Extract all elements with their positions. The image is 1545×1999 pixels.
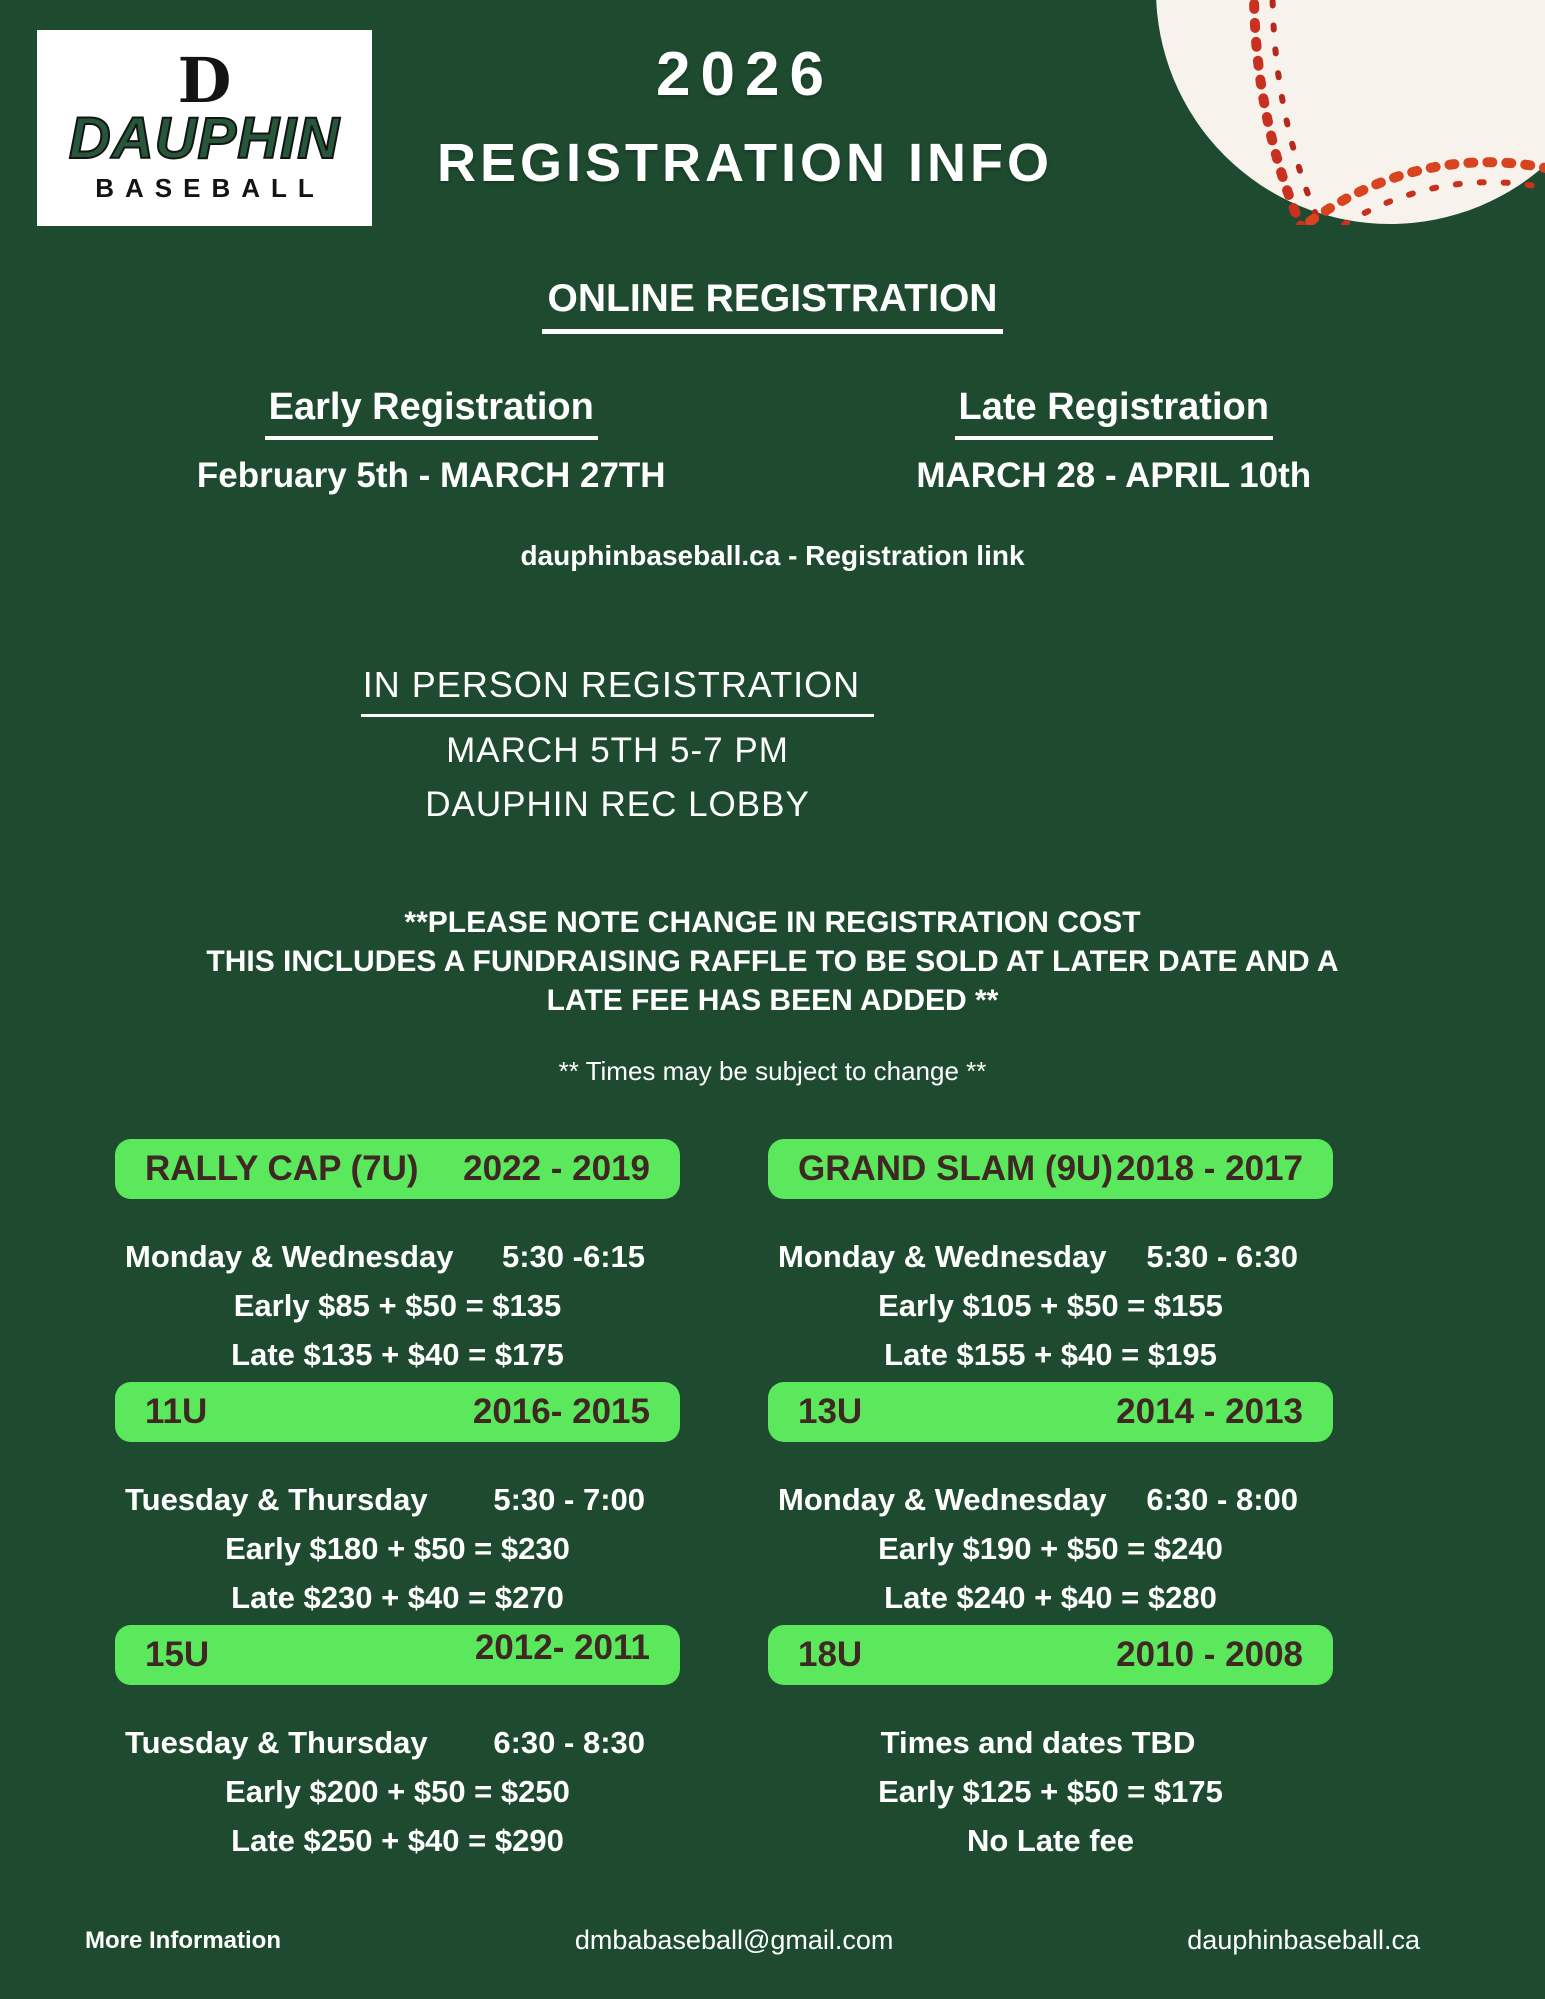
division-early-fee: Early $125 + $50 = $175 (878, 1774, 1223, 1809)
late-registration-heading: Late Registration (773, 386, 1456, 440)
division-card-11u (115, 1382, 680, 1625)
division-schedule-row (115, 1482, 680, 1518)
notice-line-1: **PLEASE NOTE CHANGE IN REGISTRATION COST (404, 906, 1141, 939)
division-early-fee: Early $85 + $50 = $135 (233, 1288, 562, 1323)
division-header (115, 1625, 680, 1685)
contact-email: dmbabaseball@gmail.com (574, 1925, 894, 1955)
division-late-fee: Late $155 + $40 = $195 (884, 1337, 1217, 1372)
division-years: 2010 - 2008 (1116, 1635, 1303, 1674)
division-time: 5:30 -6:15 (501, 1239, 645, 1274)
early-registration-column (90, 386, 773, 496)
division-card-rally-cap (115, 1139, 680, 1382)
division-schedule-row (768, 1482, 1333, 1518)
logo-d-monogram: D (177, 44, 232, 117)
online-registration-heading-text: ONLINE REGISTRATION (542, 277, 1004, 334)
early-registration-heading: Early Registration (90, 386, 773, 440)
times-subject-to-change-note: ** Times may be subject to change ** (558, 1056, 987, 1086)
registration-link-line: dauphinbaseball.ca - Registration link (520, 540, 1025, 571)
division-header (115, 1139, 680, 1199)
division-late-fee: Late $240 + $40 = $280 (884, 1580, 1217, 1615)
in-person-location: DAUPHIN REC LOBBY (425, 785, 810, 824)
divisions-grid (0, 1139, 1545, 1868)
division-header (768, 1625, 1333, 1685)
division-card-13u (768, 1382, 1333, 1625)
division-schedule: Tuesday & Thursday (125, 1725, 428, 1760)
division-early-fee: Early $190 + $50 = $240 (878, 1531, 1223, 1566)
website-link: dauphinbaseball.ca (1187, 1925, 1420, 1955)
logo-sub: BASEBALL (95, 173, 325, 203)
division-years: 2016- 2015 (472, 1392, 650, 1431)
division-schedule: Monday & Wednesday (778, 1482, 1107, 1517)
division-late-fee: Late $135 + $40 = $175 (231, 1337, 564, 1372)
notice-line-3: LATE FEE HAS BEEN ADDED ** (546, 984, 999, 1017)
more-information-label: More Information (85, 1926, 281, 1954)
division-time: 6:30 - 8:30 (493, 1725, 645, 1760)
division-card-grand-slam (768, 1139, 1333, 1382)
division-header (768, 1139, 1333, 1199)
division-name: 11U (145, 1392, 208, 1431)
late-registration-column (773, 386, 1456, 496)
division-schedule: Monday & Wednesday (125, 1239, 454, 1274)
division-schedule-row (768, 1239, 1333, 1275)
division-schedule: Monday & Wednesday (778, 1239, 1107, 1274)
title-year: 2026 (656, 40, 834, 109)
cost-change-notice (0, 903, 1545, 1020)
division-years: 2014 - 2013 (1116, 1392, 1303, 1431)
division-years: 2012- 2011 (474, 1628, 650, 1667)
division-late-fee: No Late fee (966, 1823, 1135, 1858)
division-schedule-row (115, 1239, 680, 1275)
division-name: RALLY CAP (7U) (145, 1149, 419, 1188)
in-person-heading: IN PERSON REGISTRATION (358, 664, 878, 717)
division-time: 5:30 - 7:00 (493, 1482, 645, 1517)
online-registration-heading (0, 277, 1545, 334)
division-years: 2022 - 2019 (463, 1149, 650, 1188)
page-title: REGISTRATION INFO (437, 133, 1053, 193)
division-name: 13U (798, 1392, 863, 1431)
division-card-18u (768, 1625, 1333, 1868)
division-schedule-row (115, 1725, 680, 1761)
division-late-fee: Late $250 + $40 = $290 (231, 1823, 564, 1858)
division-time: 6:30 - 8:00 (1146, 1482, 1298, 1517)
division-schedule-row (768, 1725, 1333, 1761)
division-name: 18U (798, 1635, 863, 1674)
late-registration-dates: MARCH 28 - APRIL 10th (916, 456, 1312, 495)
notice-line-2: THIS INCLUDES A FUNDRAISING RAFFLE TO BE SOLD AT LATER DATE AND A (206, 945, 1339, 978)
logo-name: DAUPHIN (68, 106, 341, 171)
division-schedule: Times and dates TBD (880, 1725, 1196, 1760)
division-name: 15U (145, 1635, 210, 1674)
division-early-fee: Early $180 + $50 = $230 (225, 1531, 570, 1566)
registration-columns (0, 386, 1545, 496)
title-block (380, 40, 1110, 194)
header (0, 0, 1545, 235)
division-schedule: Tuesday & Thursday (125, 1482, 428, 1517)
dauphin-baseball-logo (37, 30, 372, 226)
division-header (768, 1382, 1333, 1442)
division-early-fee: Early $105 + $50 = $155 (878, 1288, 1223, 1323)
division-years: 2018 - 2017 (1116, 1149, 1303, 1188)
division-time: 5:30 - 6:30 (1146, 1239, 1298, 1274)
early-registration-dates: February 5th - MARCH 27TH (196, 456, 666, 495)
in-person-date-time: MARCH 5TH 5-7 PM (446, 731, 789, 770)
division-header (115, 1382, 680, 1442)
division-early-fee: Early $200 + $50 = $250 (225, 1774, 570, 1809)
footer (0, 1925, 1545, 1956)
in-person-registration (358, 664, 878, 825)
division-name: GRAND SLAM (9U) (798, 1149, 1113, 1188)
division-late-fee: Late $230 + $40 = $270 (231, 1580, 564, 1615)
division-card-15u (115, 1625, 680, 1868)
